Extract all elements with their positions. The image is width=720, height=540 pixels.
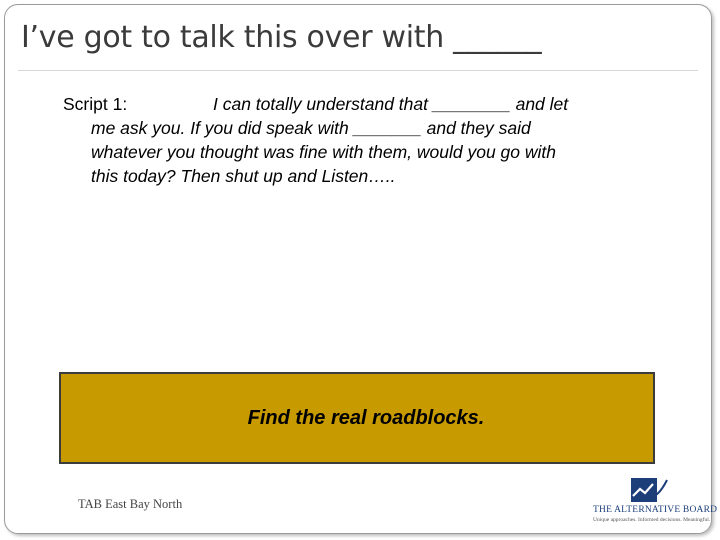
- script-block: [63, 92, 643, 188]
- script-text-line-3: whatever you thought was fine with them, would you go with: [91, 142, 556, 162]
- script-text-line-1: I can totally understand that ________ and let: [213, 94, 569, 114]
- footer-text: TAB East Bay North: [78, 497, 183, 511]
- script-text-line-2: me ask you. If you did speak with _______ and they said: [91, 118, 531, 138]
- company-logo: [593, 474, 718, 526]
- script-first-line: [63, 92, 643, 116]
- script-text-line-4: this today? Then shut up and Listen…..: [91, 166, 396, 186]
- title-divider: [18, 70, 698, 71]
- highlight-box: [59, 372, 655, 464]
- logo-wordmark: THE ALTERNATIVE BOARD: [593, 505, 718, 515]
- script-label: Script 1:: [63, 94, 128, 114]
- chart-swoosh-logo-icon: [629, 476, 669, 504]
- highlight-text: Find the real roadblocks.: [247, 406, 485, 429]
- logo-tagline: Unique approaches. Informed decisions. Meaningful.: [593, 517, 711, 523]
- slide-title: I’ve got to talk this over with ______: [21, 20, 542, 55]
